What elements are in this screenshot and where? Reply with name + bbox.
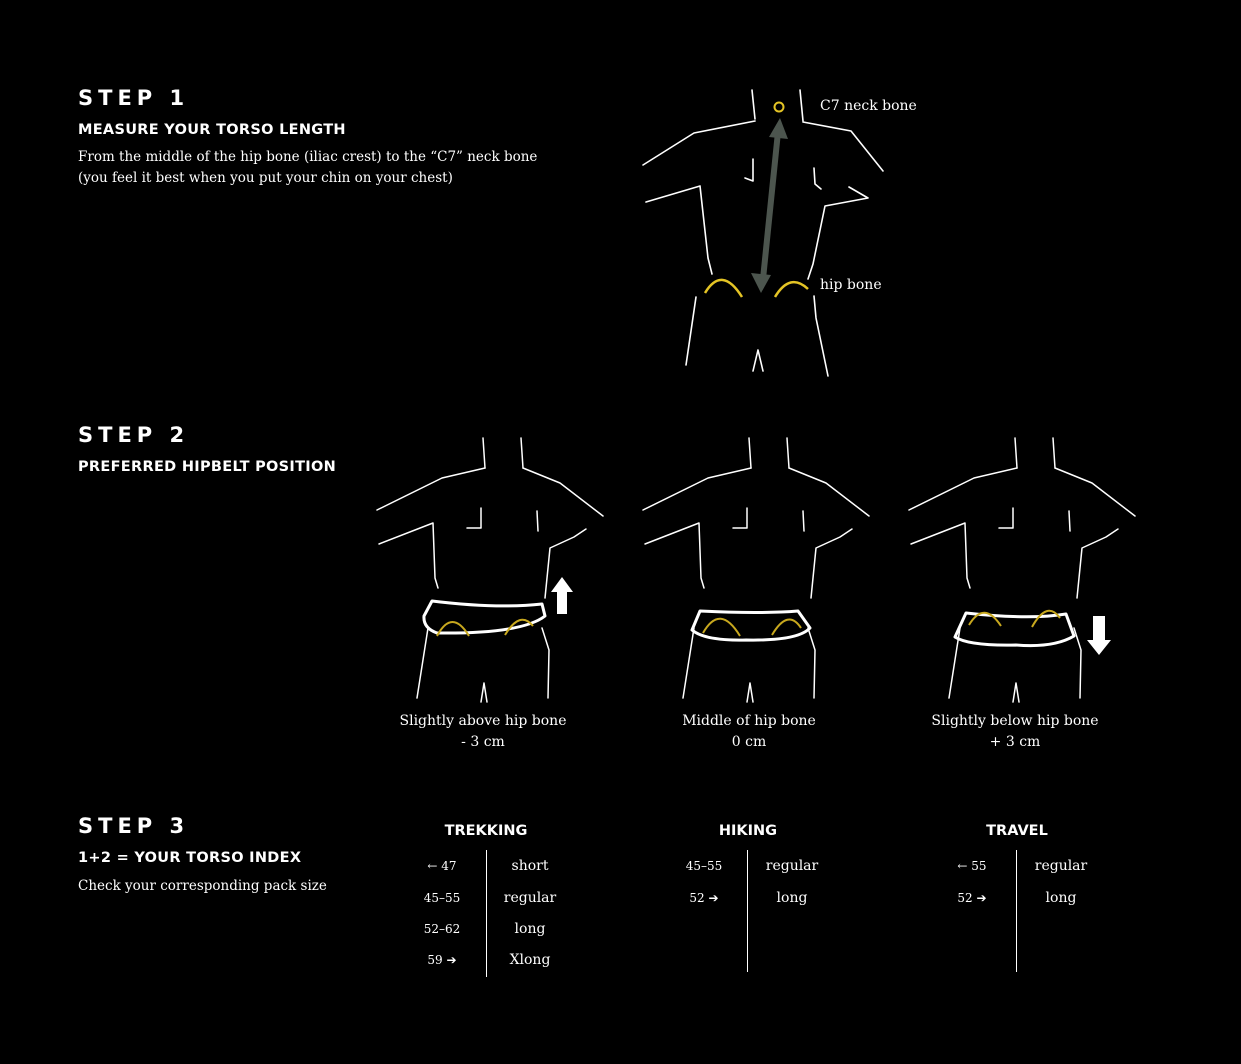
caption-middle-hip-label: Middle of hip bone <box>682 713 816 729</box>
hipbelt-middle <box>692 611 810 640</box>
table-hiking-header: HIKING <box>718 823 778 839</box>
hip-bone-right-marker <box>1032 611 1060 627</box>
table-travel-range: ← 55 <box>957 859 987 873</box>
hip-bone-right-marker <box>772 619 801 635</box>
caption-above-hip-offset: - 3 cm <box>461 734 505 750</box>
step1-title: STEP 1 <box>78 86 190 110</box>
up-arrow-icon <box>551 577 573 614</box>
step3-title: STEP 3 <box>78 814 190 838</box>
caption-middle-hip <box>629 711 869 753</box>
step2-title: STEP 2 <box>78 423 190 447</box>
table-hiking-range: 45–55 <box>685 859 723 873</box>
caption-below-hip-label: Slightly below hip bone <box>931 713 1099 729</box>
table-travel-header: TRAVEL <box>986 823 1048 839</box>
table-trekking-range: 59 ➔ <box>427 953 457 967</box>
table-trekking-range: ← 47 <box>427 859 457 873</box>
figure-below-hip <box>909 438 1135 702</box>
step1-subtitle: MEASURE YOUR TORSO LENGTH <box>78 122 346 138</box>
step1-description-line1: From the middle of the hip bone (iliac crest) to the “C7” neck bone <box>78 149 538 165</box>
caption-below-hip <box>895 711 1135 753</box>
table-trekking-size: short <box>511 858 549 874</box>
table-trekking-size: long <box>514 921 546 937</box>
table-travel-range: 52 ➔ <box>957 891 987 905</box>
table-hiking-range: 52 ➔ <box>689 891 719 905</box>
step2-subtitle: PREFERRED HIPBELT POSITION <box>78 459 337 475</box>
table-hiking-size: long <box>776 890 808 906</box>
hipbelt-below <box>955 613 1074 646</box>
hip-bone-left-marker <box>703 619 740 636</box>
c7-neck-bone-label: C7 neck bone <box>820 98 917 114</box>
step3-description: Check your corresponding pack size <box>78 878 327 894</box>
table-travel-size: regular <box>1034 858 1088 874</box>
table-trekking-size: Xlong <box>509 952 551 968</box>
table-travel-size: long <box>1045 890 1077 906</box>
caption-above-hip-label: Slightly above hip bone <box>399 713 567 729</box>
down-arrow-icon <box>1087 616 1111 655</box>
caption-below-hip-offset: + 3 cm <box>989 734 1041 750</box>
table-trekking-size: regular <box>503 890 557 906</box>
table-trekking-range: 45–55 <box>423 891 461 905</box>
table-hiking-size: regular <box>765 858 819 874</box>
table-trekking-range: 52–62 <box>423 922 461 936</box>
hip-bone-label: hip bone <box>820 277 882 293</box>
figure-middle-hip <box>643 438 869 702</box>
step3-subtitle: 1+2 = YOUR TORSO INDEX <box>78 850 302 866</box>
figure-above-hip <box>377 438 603 702</box>
table-trekking-header: TREKKING <box>444 823 528 839</box>
caption-middle-hip-offset: 0 cm <box>731 734 767 750</box>
step1-description-line2: (you feel it best when you put your chin on your chest) <box>78 170 453 186</box>
caption-above-hip <box>363 711 603 753</box>
